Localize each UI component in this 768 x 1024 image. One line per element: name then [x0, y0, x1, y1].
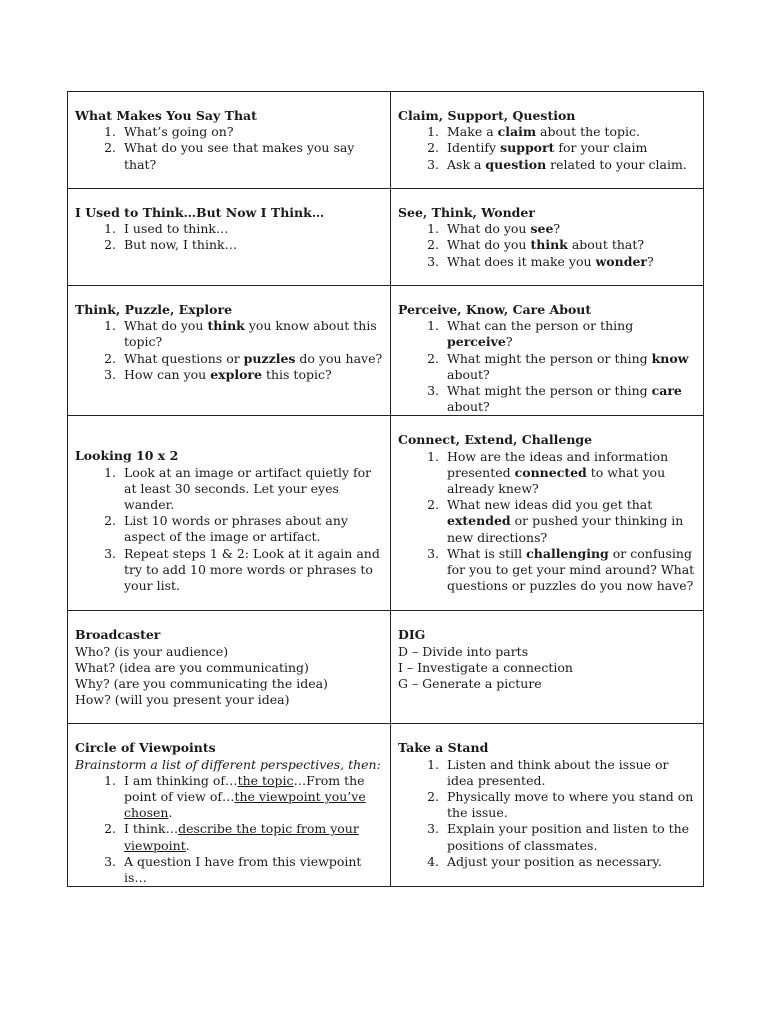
card-connect-extend-challenge — [391, 416, 704, 611]
list-item: 2. What new ideas did you get that extended or pushed your thinking in new directions? — [443, 497, 697, 546]
list-item: 2. List 10 words or phrases about any aspect of the image or artifact. — [120, 513, 384, 545]
list-item: 3. Explain your position and listen to the positions of classmates. — [443, 821, 697, 853]
thinking-routines-table — [67, 91, 704, 887]
card-broadcaster — [68, 611, 391, 724]
list-item: 3. What is still challenging or confusing for you to get your mind around? What questions or puzzles do you now have? — [443, 546, 697, 595]
card-list — [75, 773, 384, 886]
card-title: I Used to Think…But Now I Think… — [75, 205, 325, 220]
list-item: 1. Make a claim about the topic. — [443, 124, 697, 140]
card-line: D – Divide into parts — [398, 643, 529, 659]
card-list — [398, 318, 697, 415]
card-title: See, Think, Wonder — [398, 205, 535, 220]
card-claim-support-question — [391, 92, 704, 189]
card-think-puzzle-explore — [68, 286, 391, 416]
card-list — [398, 757, 697, 870]
card-title: Think, Puzzle, Explore — [75, 302, 233, 317]
card-see-think-wonder — [391, 189, 704, 286]
list-item: 3. What does it make you wonder? — [443, 254, 697, 270]
card-list — [75, 318, 384, 383]
card-line: I – Investigate a connection — [398, 659, 573, 675]
card-take-a-stand — [391, 724, 704, 887]
list-item: 1. I used to think… — [120, 221, 384, 237]
list-item: 1. I am thinking of…the topic…From the point of view of…the viewpoint you’ve chosen. — [120, 773, 384, 822]
card-title: Take a Stand — [398, 740, 489, 756]
list-item: 2. But now, I think… — [120, 237, 384, 253]
card-line: What? (idea are you communicating) — [75, 659, 309, 675]
card-list — [75, 221, 384, 253]
card-subtitle: Brainstorm a list of different perspectives, then: — [75, 756, 381, 772]
list-item: 2. Identify support for your claim — [443, 140, 697, 156]
list-item: 4. Adjust your position as necessary. — [443, 854, 697, 870]
list-item: 1. What do you think you know about this topic? — [120, 318, 384, 350]
list-item: 3. Repeat steps 1 & 2: Look at it again and try to add 10 more words or phrases to your list. — [120, 546, 384, 595]
card-perceive-know-care-about — [391, 286, 704, 416]
list-item: 1. What can the person or thing perceive? — [443, 318, 697, 350]
card-list — [75, 124, 384, 173]
card-list — [398, 124, 697, 173]
list-item: 3. What might the person or thing care about? — [443, 383, 697, 415]
card-title: Connect, Extend, Challenge — [398, 432, 593, 448]
card-list — [75, 465, 384, 595]
card-line: Why? (are you communicating the idea) — [75, 676, 328, 692]
card-title: Circle of Viewpoints — [75, 740, 216, 756]
list-item: 2. Physically move to where you stand on the issue. — [443, 789, 697, 821]
list-item: 2. I think…describe the topic from your viewpoint. — [120, 821, 384, 853]
list-item: 3. How can you explore this topic? — [120, 367, 384, 383]
list-item: 3. Ask a question related to your claim. — [443, 157, 697, 173]
card-title: Broadcaster — [75, 627, 161, 643]
card-circle-of-viewpoints — [68, 724, 391, 887]
card-title: Looking 10 x 2 — [75, 448, 179, 464]
list-item: 2. What might the person or thing know about? — [443, 351, 697, 383]
card-title: DIG — [398, 627, 426, 643]
card-list — [398, 449, 697, 595]
card-dig — [391, 611, 704, 724]
card-title: Perceive, Know, Care About — [398, 302, 592, 317]
list-item: 1. What do you see? — [443, 221, 697, 237]
card-line: G – Generate a picture — [398, 676, 542, 692]
list-item: 2. What do you see that makes you say that? — [120, 140, 384, 172]
card-line: How? (will you present your idea) — [75, 692, 290, 708]
card-list — [398, 221, 697, 270]
card-what-makes-you-say-that — [68, 92, 391, 189]
list-item: 1. What’s going on? — [120, 124, 384, 140]
list-item: 1. Look at an image or artifact quietly for at least 30 seconds. Let your eyes wander. — [120, 465, 384, 514]
list-item: 1. How are the ideas and information presented connected to what you already knew? — [443, 449, 697, 498]
card-title: Claim, Support, Question — [398, 108, 576, 123]
list-item: 3. A question I have from this viewpoint is… — [120, 854, 384, 886]
card-line: Who? (is your audience) — [75, 643, 229, 659]
list-item: 2. What do you think about that? — [443, 237, 697, 253]
card-looking-10x2 — [68, 416, 391, 611]
list-item: 1. Listen and think about the issue or idea presented. — [443, 757, 697, 789]
card-i-used-to-think — [68, 189, 391, 286]
card-title: What Makes You Say That — [75, 108, 257, 123]
list-item: 2. What questions or puzzles do you have? — [120, 351, 384, 367]
